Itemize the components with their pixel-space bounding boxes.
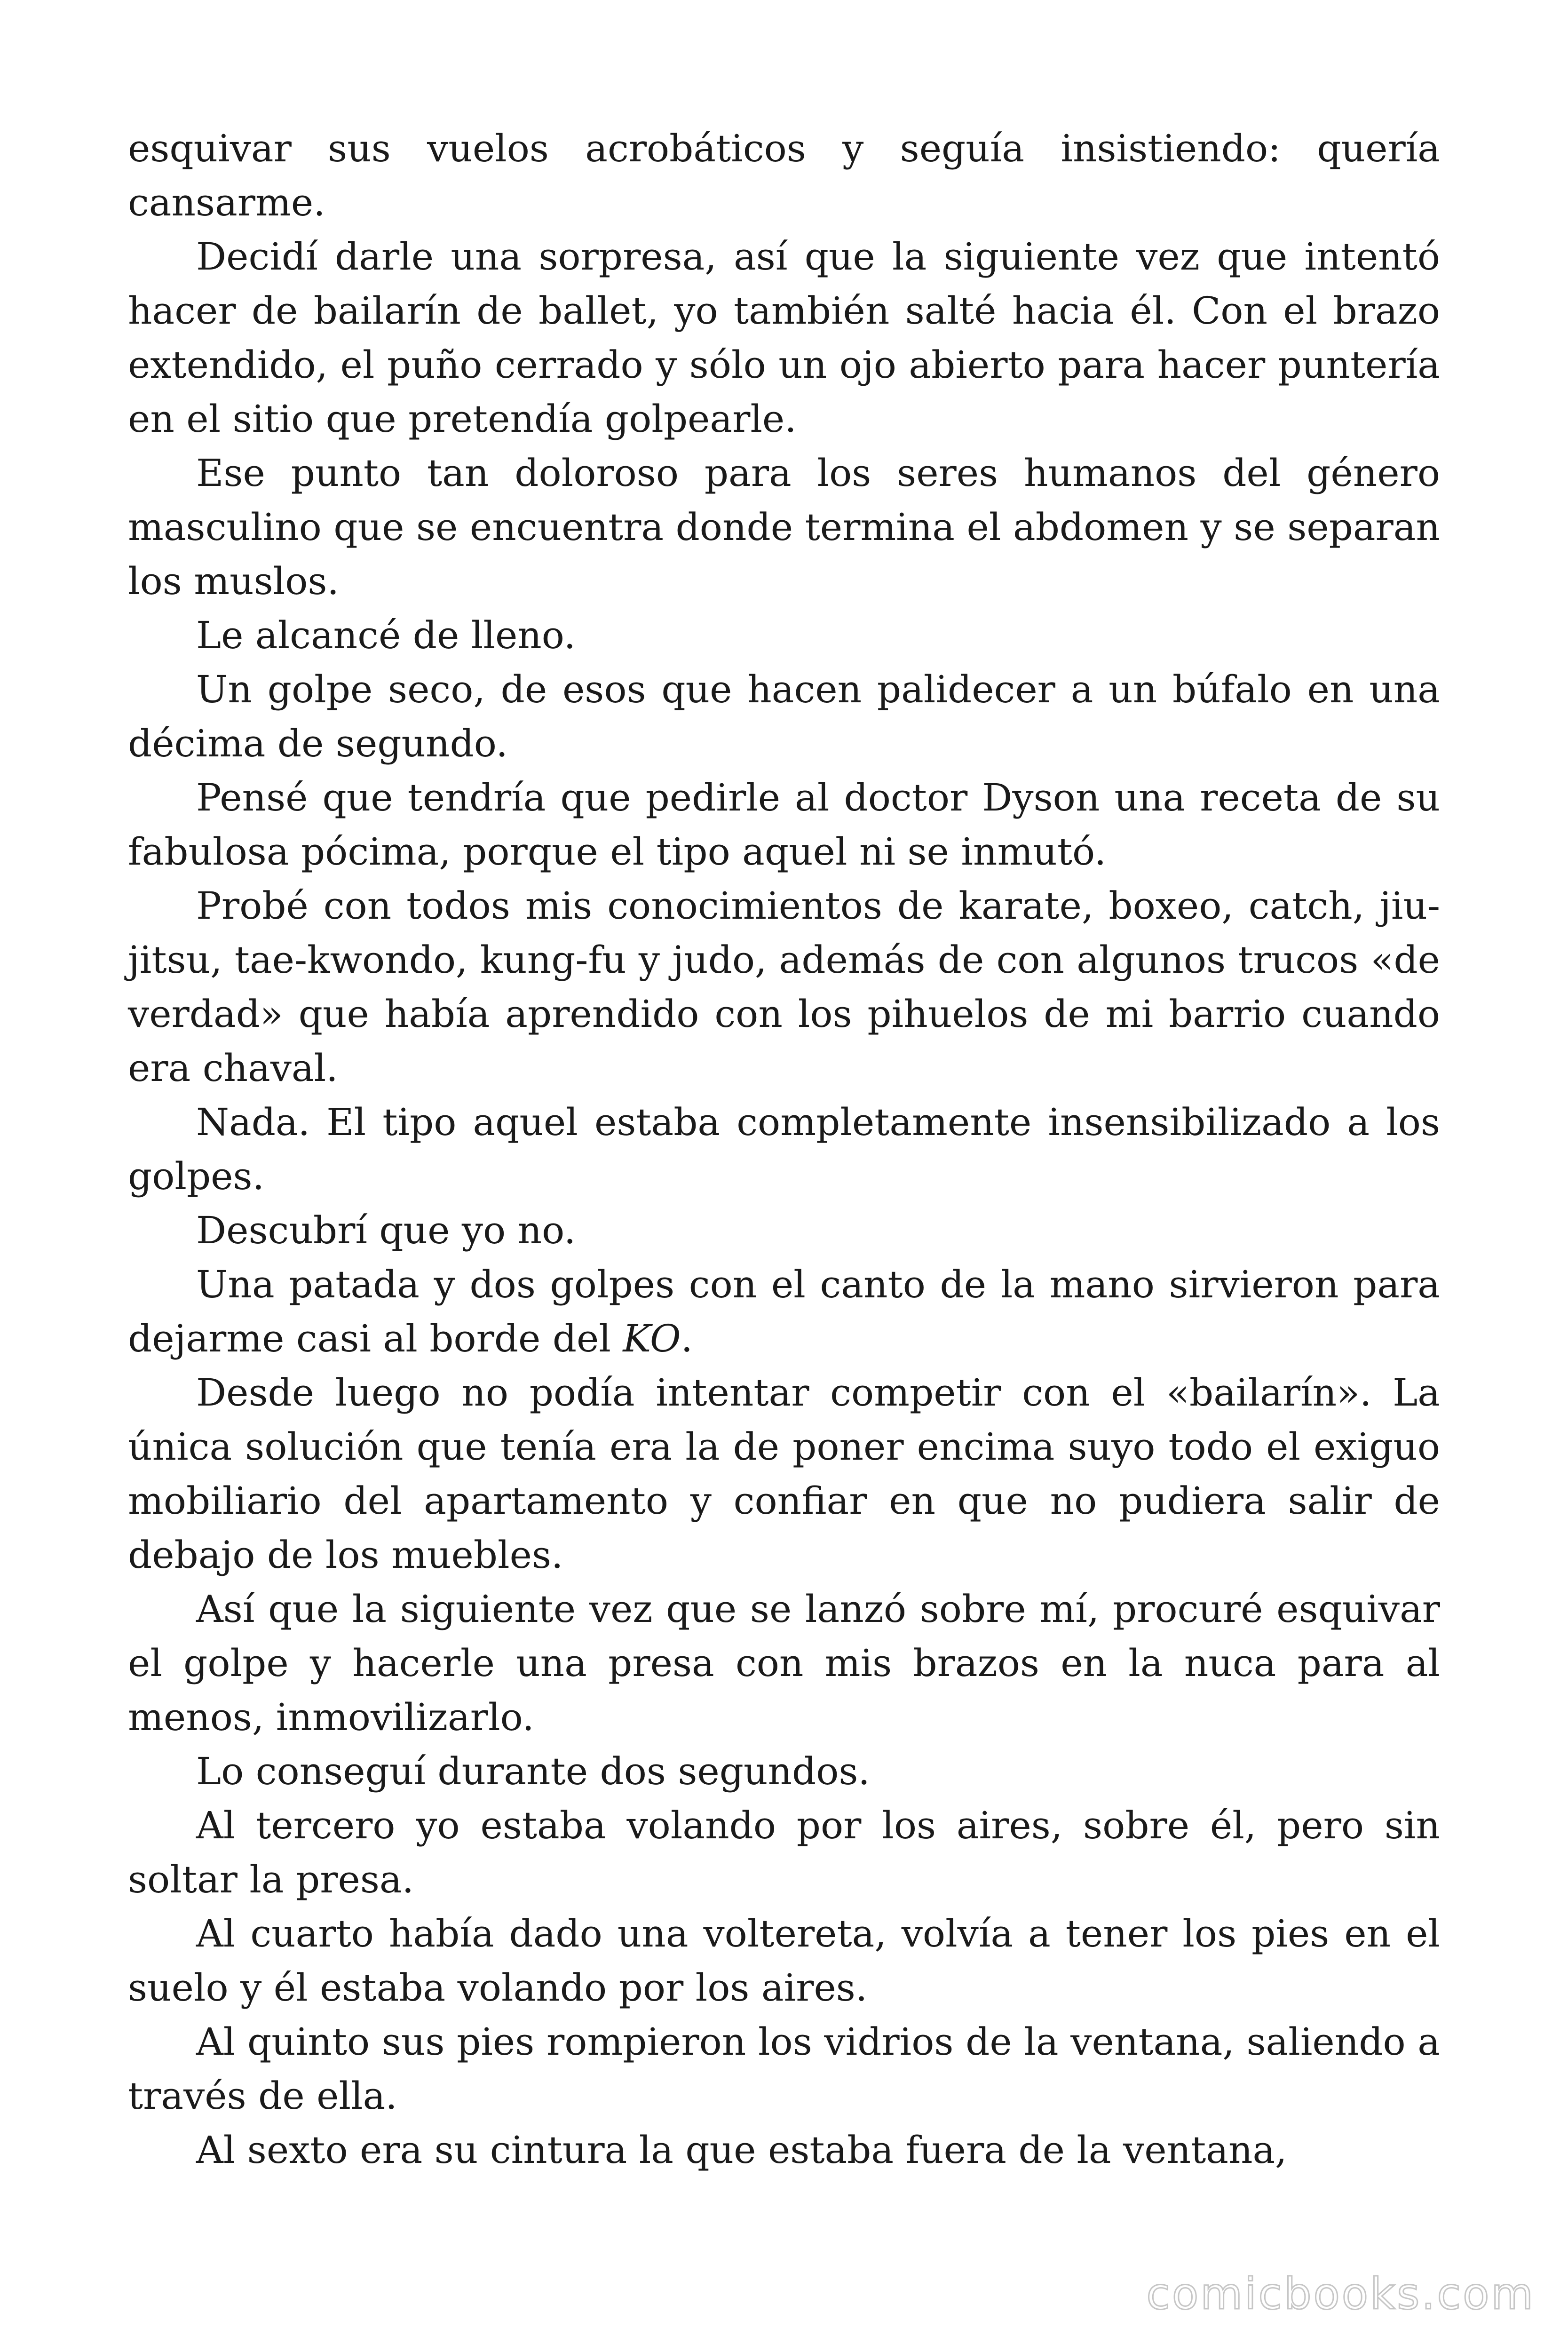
paragraph: Así que la siguiente vez que se lanzó sobre mí, procuré esquivar el golpe y hacerle una presa con mis brazos en la nuca para al menos, inmovilizarlo.: [128, 1587, 1440, 1739]
paragraph: Decidí darle una sorpresa, así que la siguiente vez que intentó hacer de bailarín de ballet, yo también salté hacia él. Con el brazo extendido, el puño cerrado y sólo un ojo abierto para hacer puntería en el sitio que pretendía golpearle.: [128, 235, 1440, 441]
paragraph: [128, 1257, 1440, 1366]
paragraph: Al cuarto había dado una voltereta, volvía a tener los pies en el suelo y él estaba volando por los aires.: [128, 1912, 1440, 2010]
paragraph: Le alcancé de lleno.: [196, 613, 576, 657]
paragraph: Pensé que tendría que pedirle al doctor Dyson una receta de su fabulosa pócima, porque el tipo aquel ni se inmutó.: [128, 776, 1440, 874]
watermark: comicbooks.com: [1146, 2269, 1535, 2319]
paragraph: Un golpe seco, de esos que hacen palidecer a un búfalo en una décima de segundo.: [128, 667, 1440, 765]
paragraph: Lo conseguí durante dos segundos.: [196, 1749, 870, 1793]
paragraph-punctuation: .: [681, 1317, 693, 1360]
paragraph: Descubrí que yo no.: [196, 1208, 576, 1252]
paragraph: Al sexto era su cintura la que estaba fuera de la ventana,: [196, 2128, 1287, 2172]
paragraph: Probé con todos mis conocimientos de karate, boxeo, catch, jiu-jitsu, tae-kwondo, kung-fu y judo, además de con algunos trucos «de verdad» que había aprendido con los pihuelos de mi barrio cuando era chaval.: [128, 884, 1440, 1090]
paragraph: Desde luego no podía intentar competir con el «bailarín». La única solución que tenía era la de poner encima suyo todo el exiguo mobiliario del apartamento y confiar en que no pudiera salir de debajo de los muebles.: [128, 1371, 1440, 1577]
paragraph: Nada. El tipo aquel estaba completamente insensibilizado a los golpes.: [128, 1100, 1440, 1198]
paragraph: Al quinto sus pies rompieron los vidrios de la ventana, saliendo a través de ella.: [128, 2020, 1440, 2118]
italic-abbreviation: KO: [623, 1317, 681, 1360]
paragraph-text: Una patada y dos golpes con el canto de la mano sirvieron para dejarme casi al borde del: [128, 1263, 1440, 1360]
paragraph: esquivar sus vuelos acrobáticos y seguía insistiendo: quería cansarme.: [128, 127, 1440, 224]
paragraph: Al tercero yo estaba volando por los aires, sobre él, pero sin soltar la presa.: [128, 1804, 1440, 1901]
paragraph: Ese punto tan doloroso para los seres humanos del género masculino que se encuentra donde termina el abdomen y se separan los muslos.: [128, 451, 1440, 603]
body-text: [128, 121, 1440, 2177]
